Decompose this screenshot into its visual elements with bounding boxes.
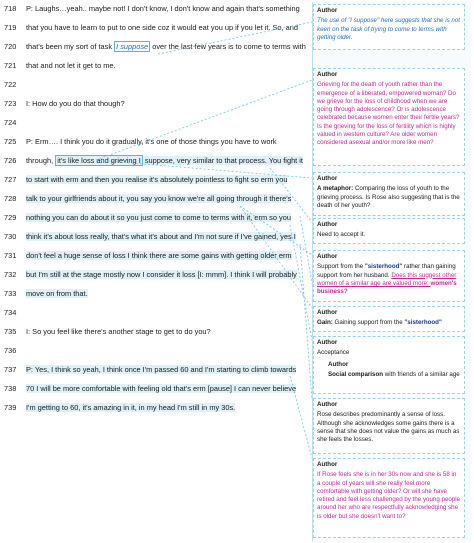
nested-comment[interactable] [328, 361, 464, 380]
line-text: talk to your girlfriends about it, you say you know we're all going through it there's [26, 194, 292, 203]
comment-text: Comparing the loss of youth to the grieving process. Is Rose also suggesting that is the death of her youth? [317, 185, 460, 209]
line-number: 719 [4, 23, 17, 32]
connector-line [290, 376, 312, 458]
line-text: 70 I will be more comfortable with feeling old that's erm [pause] I can never believe [26, 384, 297, 393]
comment-text: Gaining support from the [332, 319, 405, 327]
line-text: over the last few years is to come to terms with [150, 42, 306, 51]
line-number: 721 [4, 61, 17, 70]
line-text: that you have to learn to put to one side coz it would eat you up if you let it. So, and [26, 23, 298, 32]
line-number: 729 [4, 213, 17, 222]
comment-card[interactable] [313, 250, 465, 302]
connector-line [96, 80, 312, 160]
connector-line [96, 160, 312, 178]
line-number: 732 [4, 270, 17, 279]
line-number: 718 [4, 4, 17, 13]
comment-card[interactable] [313, 306, 465, 332]
comment-card[interactable] [313, 458, 465, 538]
comment-card[interactable] [313, 68, 465, 166]
line-number: 739 [4, 403, 17, 412]
line-text: suppose, very similar to that process. You fight it [142, 156, 303, 165]
line-text: P: Erm…. I think you do it gradually, it's one of those things you have to work [26, 137, 277, 146]
connector-line [300, 244, 312, 400]
line-number: 723 [4, 99, 17, 108]
line-text: nothing you can do about it so you just come to come to terms with it, erm so you [26, 213, 291, 222]
comment-card[interactable] [313, 336, 465, 394]
line-number: 733 [4, 289, 17, 298]
comment-text: Rose describes predominantly a sense of loss. Although she acknowledges some gains there is a sense that she does not value the gains as much as she feels the losses. [317, 411, 460, 444]
line-number: 738 [4, 384, 17, 393]
line-number: 722 [4, 80, 17, 89]
comment-label: A metaphor: [317, 185, 354, 193]
line-text: P: Yes, I think so yeah, I think once I'm passed 60 and I'm starting to climb towards [26, 365, 297, 374]
connector-line [270, 168, 312, 222]
line-number: 737 [4, 365, 17, 374]
line-number: 736 [4, 346, 17, 355]
comment-text: If Rose feels she is in her 30s now and she is 58 in a couple of years will she really feel more comfortable with getting older? Or will she have retired and feel less challenged by the young people around her who are respectfully acknowledging she is older but she doesn't want to? [317, 471, 461, 520]
comment-author: Author [317, 309, 338, 316]
line-number: 725 [4, 137, 17, 146]
line-number: 731 [4, 251, 17, 260]
line-text: I: So you feel like there's another stage to get to do you? [26, 327, 211, 336]
comment-question: Does this suggest other women of a similar age are valued more: [317, 271, 457, 287]
line-number: 735 [4, 327, 17, 336]
comment-card[interactable] [313, 218, 465, 244]
comments-margin [312, 2, 471, 541]
line-text: through, [26, 156, 56, 165]
line-text: I: How do you do that though? [26, 99, 125, 108]
comment-label: Gain: [317, 319, 333, 327]
comment-author: Author [317, 221, 338, 228]
comment-quote: "sisterhood" [364, 263, 403, 271]
comment-card[interactable] [313, 4, 465, 50]
comment-text: The use of "I suppose" here suggests that she is not keen on the task of trying to come to terms with getting older. [317, 17, 461, 41]
highlighted-phrase[interactable]: I suppose [116, 42, 149, 51]
comment-author: Author [328, 361, 349, 368]
connector-line [240, 206, 312, 255]
comment-author: Author [317, 175, 338, 182]
line-text: that and not let it get to me. [26, 61, 116, 70]
line-number: 734 [4, 308, 17, 317]
comment-card[interactable] [313, 172, 465, 216]
line-text: I'm getting to 60, it's amazing in it, in my head I'm still in my 30s. [26, 403, 236, 412]
line-text: move on from that. [26, 289, 88, 298]
line-number: 724 [4, 118, 17, 127]
comment-text: Need to accept it. [317, 231, 366, 239]
line-number: 726 [4, 156, 17, 165]
comment-text: with friends of a similar age [383, 371, 460, 379]
comment-text: Acceptance [317, 349, 350, 357]
comment-author: Author [317, 71, 338, 78]
comment-author: Author [317, 7, 338, 14]
comment-emphasis: women's business? [317, 279, 457, 296]
line-number: 720 [4, 42, 17, 51]
comment-text: Grieving for the death of youth rather than the emergence of a liberated, empowered woman? Do we grieve for the loss of childhood when we are going through adolescence? Or is adolescence celebrated because women enter their fertile years? Is the grieving for the loss of fertility which is highly valued in western culture? Are older women considered asexual and/or more like men? [317, 81, 460, 147]
line-number: 728 [4, 194, 17, 203]
line-text: to start with erm and then you realise it's absolutely pointless to fight so erm you [26, 175, 288, 184]
comment-card[interactable] [313, 398, 465, 454]
line-text: that's been my sort of task [26, 42, 115, 51]
comment-quote: "sisterhood" [404, 319, 442, 327]
connector-line [290, 225, 312, 340]
comment-author: Author [317, 401, 338, 408]
line-text: P: Laughs…yeah.. maybe not! I don't know, I don't know and again that's something [26, 4, 300, 13]
line-number: 730 [4, 232, 17, 241]
connector-line [158, 22, 312, 54]
comment-author: Author [317, 461, 338, 468]
comment-label: Social comparison [328, 371, 384, 379]
highlighted-phrase[interactable]: it's like loss and grieving I [57, 156, 141, 165]
comment-author: Author [317, 339, 338, 346]
comment-author: Author [317, 253, 338, 260]
line-text: but I'm still at the stage mostly now I consider it loss [I: mmm]. I think I will probably [26, 270, 297, 279]
line-text: think it's about loss really, that's what it's about and I'm not sure if I've gained, yes I [26, 232, 296, 241]
line-text: don't feel a huge sense of loss I think there are some gains with getting older erm [26, 251, 292, 260]
line-number: 727 [4, 175, 17, 184]
comment-text: Support from the [317, 263, 365, 271]
comment-text: rather than gaining support from her husband. [317, 263, 456, 279]
